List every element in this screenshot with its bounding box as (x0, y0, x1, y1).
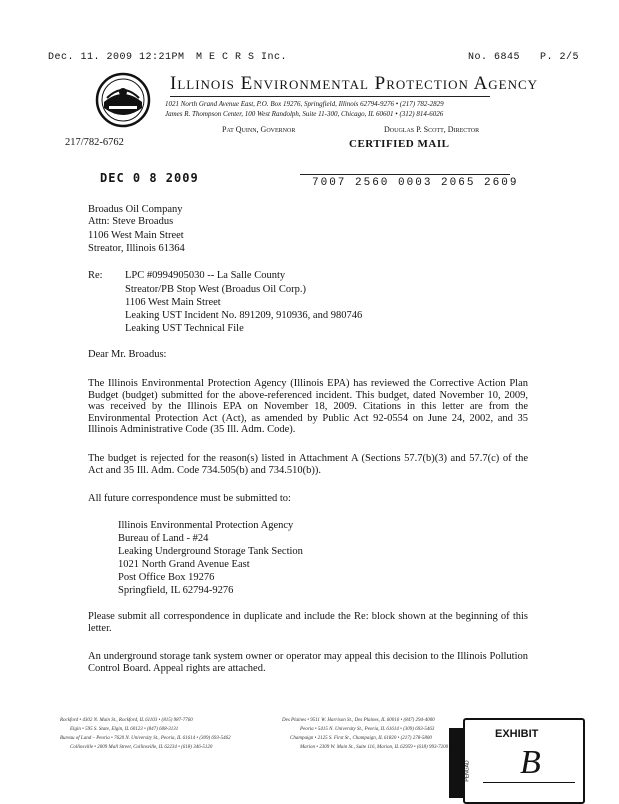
re-line-lpc: LPC #0994905030 -- La Salle County (125, 270, 286, 281)
address-line-section: Leaking Underground Storage Tank Section (118, 546, 303, 557)
footer-left-line-2: Elgin • 595 S. State, Elgin, IL 60123 • (847) 608-3131 (70, 727, 179, 732)
address-line-street: 1021 North Grand Avenue East (118, 559, 250, 570)
footer-left-line-4: Collinsville • 2009 Mall Street, Collinsville, IL 62234 • (618) 346-5120 (70, 745, 213, 750)
governor-name: Pat Quinn, Governor (222, 125, 296, 134)
certified-mail-label: CERTIFIED MAIL (349, 138, 450, 150)
footer-left-line-1: Rockford • 4302 N. Main St., Rockford, IL 61103 • (815) 987-7760 (60, 718, 193, 723)
fax-number: No. 6845 (468, 52, 521, 63)
director-name: Douglas P. Scott, Director (384, 125, 480, 134)
re-label: Re: (88, 270, 103, 281)
agency-name: Illinois Environmental Protection Agency (170, 73, 539, 94)
fax-date-time: Dec. 11. 2009 12:21PM (48, 52, 185, 63)
paragraph-appeal: An underground storage tank system owner or operator may appeal this decision to the Illinois Pollution Control Board. Appeal rights are attached. (88, 651, 528, 674)
exhibit-letter: B (520, 744, 541, 781)
salutation: Dear Mr. Broadus: (88, 349, 167, 360)
paragraph-review: The Illinois Environmental Protection Agency (Illinois EPA) has reviewed the Corrective Action Plan Budget (budget) submitted for the above-referenced incident. This budget, dated November 10, 2009, was received by the Illinois EPA on November 18, 2009. Citations in this letter are from the Environmental Protection Act (Act), as amended by Public Act 92-0554 on June 24, 2002, and 35 Illinois Administrative Code (35 Ill. Adm. Code). (88, 378, 528, 435)
date-stamp: DEC 0 8 2009 (100, 171, 199, 185)
exhibit-side-text: PENGAD (464, 760, 471, 782)
phone-number: 217/782-6762 (65, 137, 124, 148)
paragraph-rejection: The budget is rejected for the reason(s) listed in Attachment A (Sections 57.7(b)(3) and 57.7(c) of the Act and 35 Ill. Adm. Code 734.505(b) and 734.510(b)). (88, 453, 528, 476)
recipient-city: Streator, Illinois 61364 (88, 243, 185, 254)
agency-address-chicago: James R. Thompson Center, 100 West Randolph, Suite 11-300, Chicago, IL 60601 • (312) 814-6026 (165, 110, 444, 118)
recipient-company: Broadus Oil Company (88, 204, 183, 215)
exhibit-tab-bar (449, 728, 463, 798)
footer-right-line-3: Champaign • 2125 S. First St., Champaign, IL 61820 • (217) 278-5800 (290, 736, 432, 741)
re-line-incidents: Leaking UST Incident No. 891209, 910936, and 980746 (125, 310, 363, 321)
recipient-attention: Attn: Steve Broadus (88, 216, 174, 227)
paragraph-duplicate: Please submit all correspondence in duplicate and include the Re: block shown at the beginning of this letter. (88, 611, 528, 634)
state-seal-logo (95, 72, 151, 128)
agency-address-springfield: 1021 North Grand Avenue East, P.O. Box 19276, Springfield, Illinois 62794-9276 • (217) 782-2829 (165, 100, 444, 108)
re-line-file: Leaking UST Technical File (125, 323, 244, 334)
footer-right-line-4: Marion • 2309 W. Main St., Suite 116, Marion, IL 62959 • (618) 993-7200 (300, 745, 449, 750)
exhibit-sticker (463, 718, 585, 804)
footer-right-line-1: Des Plaines • 9511 W. Harrison St., Des Plaines, IL 60016 • (847) 294-4000 (282, 718, 435, 723)
address-line-agency: Illinois Environmental Protection Agency (118, 520, 294, 531)
address-line-bureau: Bureau of Land - #24 (118, 533, 209, 544)
footer-left-line-3: Bureau of Land – Peoria • 7620 N. University St., Peoria, IL 61614 • (309) 693-5462 (60, 736, 231, 741)
fax-sender: M E C R S Inc. (196, 52, 288, 63)
certified-tracking-number: 7007 2560 0003 2065 2609 (312, 177, 519, 189)
recipient-street: 1106 West Main Street (88, 230, 184, 241)
address-line-city: Springfield, IL 62794-9276 (118, 585, 234, 596)
exhibit-signature-line (483, 782, 575, 783)
re-line-address: 1106 West Main Street (125, 297, 221, 308)
exhibit-label: EXHIBIT (495, 728, 539, 740)
footer-right-line-2: Peoria • 5415 N. University St., Peoria, IL 61614 • (309) 693-5463 (300, 727, 435, 732)
paragraph-future-correspondence: All future correspondence must be submitted to: (88, 493, 291, 504)
re-line-site: Streator/PB Stop West (Broadus Oil Corp.) (125, 284, 306, 295)
address-line-po-box: Post Office Box 19276 (118, 572, 215, 583)
fax-page: P. 2/5 (540, 52, 580, 63)
